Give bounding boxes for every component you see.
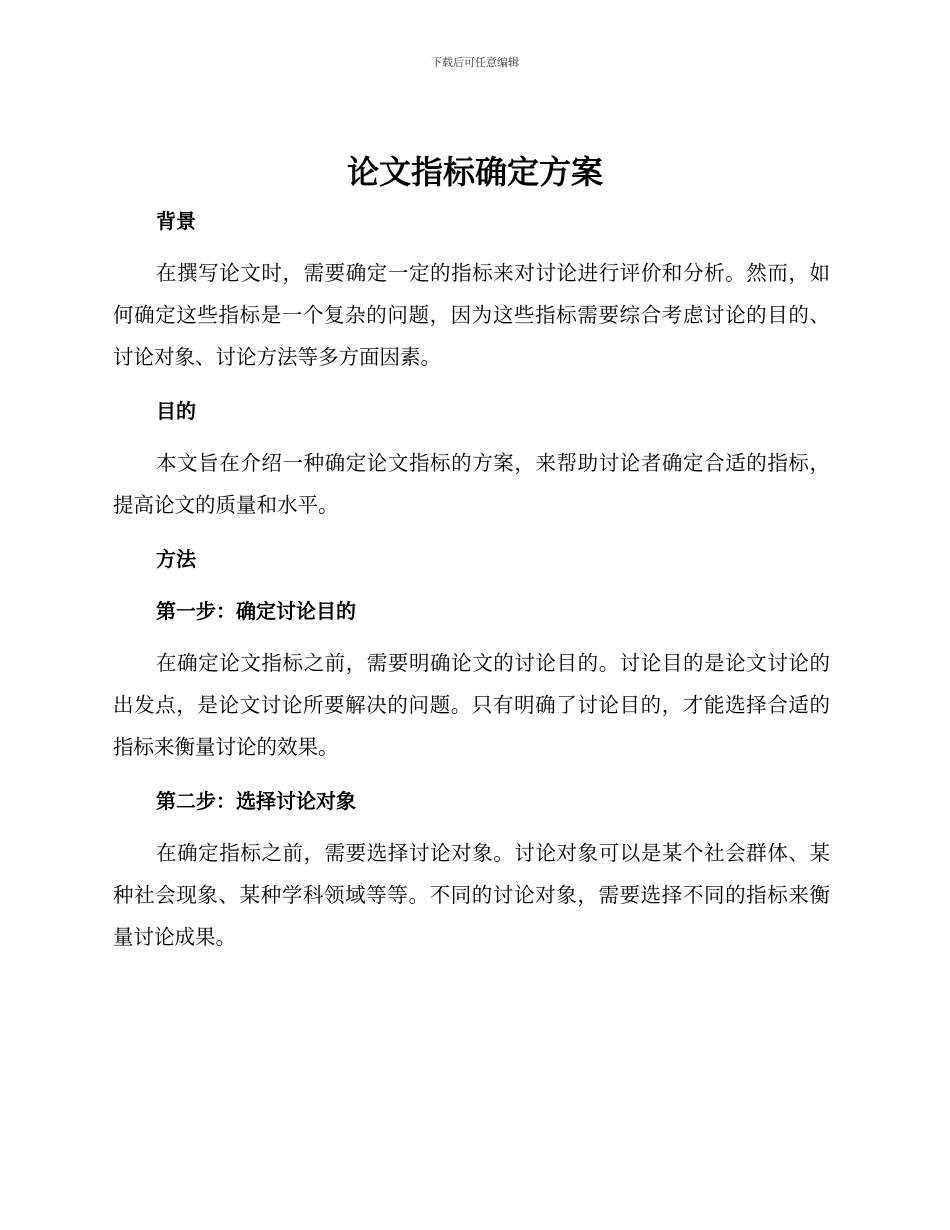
heading-purpose: 目的 (156, 399, 196, 423)
heading-step2: 第二步：选择讨论对象 (156, 789, 356, 813)
paragraph-background: 在撰写论文时，需要确定一定的指标来对讨论进行评价和分析。然而，如何确定这些指标是一个复杂的问题，因为这些指标需要综合考虑讨论的目的、讨论对象、讨论方法等多方面因素。 (113, 261, 830, 369)
document-body (113, 200, 830, 970)
document-title: 论文指标确定方案 (346, 153, 603, 191)
heading-method: 方法 (156, 547, 196, 571)
paragraph-step1: 在确定论文指标之前，需要明确论文的讨论目的。讨论目的是论文讨论的出发点，是论文讨论所要解决的问题。只有明确了讨论目的，才能选择合适的指标来衡量讨论的效果。 (113, 651, 830, 759)
paragraph-purpose: 本文旨在介绍一种确定论文指标的方案，来帮助讨论者确定合适的指标，提高论文的质量和水平。 (113, 451, 830, 517)
heading-step1: 第一步：确定讨论目的 (156, 599, 356, 623)
heading-background: 背景 (156, 209, 196, 233)
paragraph-step2: 在确定指标之前，需要选择讨论对象。讨论对象可以是某个社会群体、某种社会现象、某种学科领域等等。不同的讨论对象，需要选择不同的指标来衡量讨论成果。 (113, 841, 830, 949)
header-note: 下载后可任意编辑 (431, 56, 519, 69)
